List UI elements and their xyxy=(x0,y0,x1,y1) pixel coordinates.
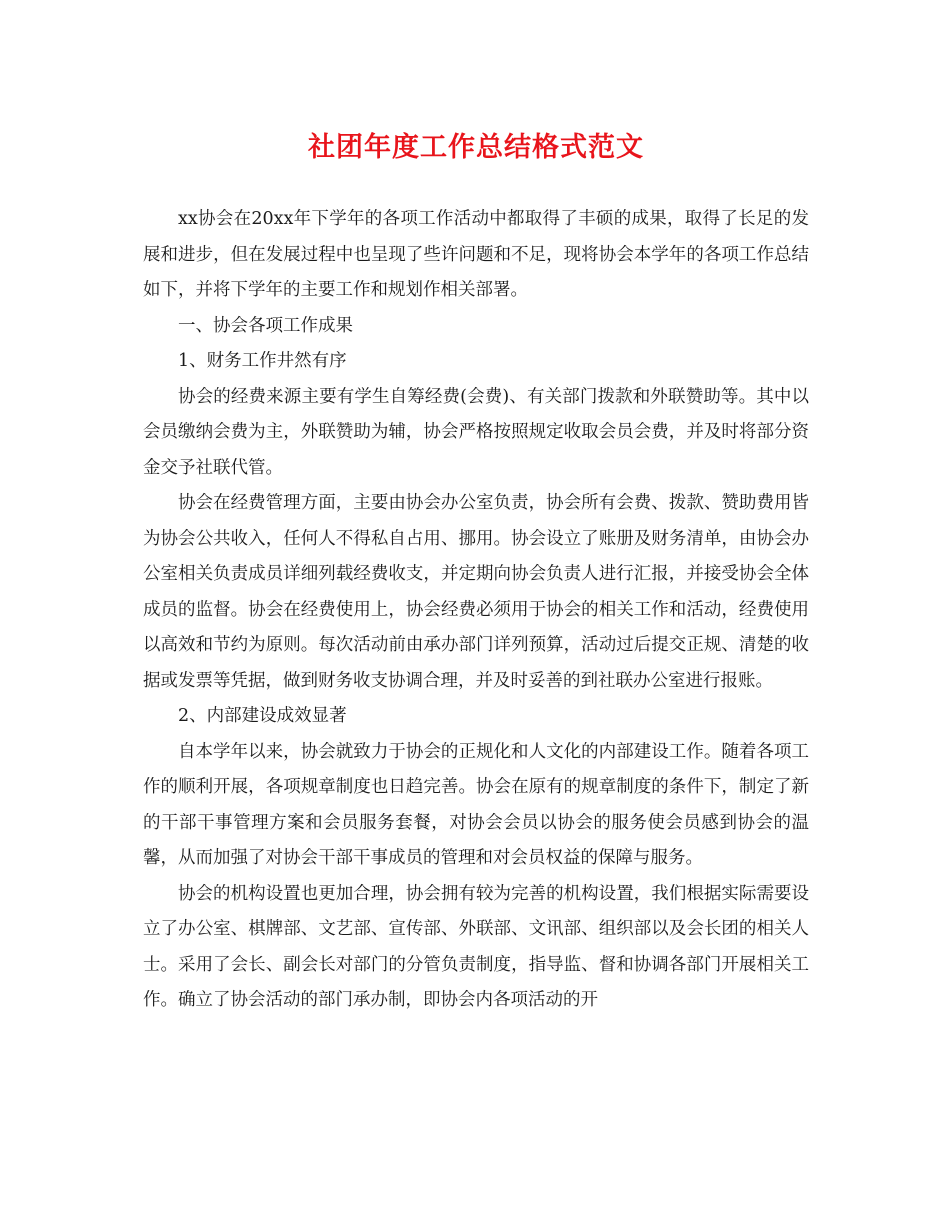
heading-internal-building: 2、内部建设成效显著 xyxy=(178,706,347,726)
document-title: 社团年度工作总结格式范文 xyxy=(308,132,644,163)
document-page xyxy=(143,128,809,1019)
paragraph-intro: xx协会在20xx年下学年的各项工作活动中都取得了丰硕的成果，取得了长足的发展和进步，但在发展过程中也呈现了些许问题和不足，现将协会本学年的各项工作总结如下，并将下学年的主要工作和规划作相关部署。 xyxy=(143,209,809,300)
heading-section-1: 一、协会各项工作成果 xyxy=(178,315,353,336)
paragraph-funding-sources: 协会的经费来源主要有学生自筹经费(会费)、有关部门拨款和外联赞助等。其中以会员缴纳会费为主，外联赞助为辅，协会严格按照规定收取会员会费，并及时将部分资金交予社联代管。 xyxy=(143,386,809,478)
paragraph-organization: 协会的机构设置也更加合理，协会拥有较为完善的机构设置，我们根据实际需要设立了办公室、棋牌部、文艺部、宣传部、外联部、文讯部、组织部以及会长团的相关人士。采用了会长、副会长对部门的分管负责制度，指导监、督和协调各部门开展相关工作。确立了协会活动的部门承办制，即协会内各项活动的开 xyxy=(143,883,809,1010)
heading-finance: 1、财务工作井然有序 xyxy=(178,351,347,371)
paragraph-funding-management: 协会在经费管理方面，主要由协会办公室负责，协会所有会费、拨款、赞助费用皆为协会公共收入，任何人不得私自占用、挪用。协会设立了账册及财务清单，由协会办公室相关负责成员详细列载经费收支，并定期向协会负责人进行汇报，并接受协会全体成员的监督。协会在经费使用上，协会经费必须用于协会的相关工作和活动，经费使用以高效和节约为原则。每次活动前由承办部门详列预算，活动过后提交正规、清楚的收据或发票等凭据，做到财务收支协调合理，并及时妥善的到社联办公室进行报账。 xyxy=(143,493,809,691)
paragraph-internal-building: 自本学年以来，协会就致力于协会的正规化和人文化的内部建设工作。随着各项工作的顺利开展，各项规章制度也日趋完善。协会在原有的规章制度的条件下，制定了新的干部干事管理方案和会员服务套餐，对协会会员以协会的服务使会员感到协会的温馨，从而加强了对协会干部干事成员的管理和对会员权益的保障与服务。 xyxy=(143,741,809,868)
